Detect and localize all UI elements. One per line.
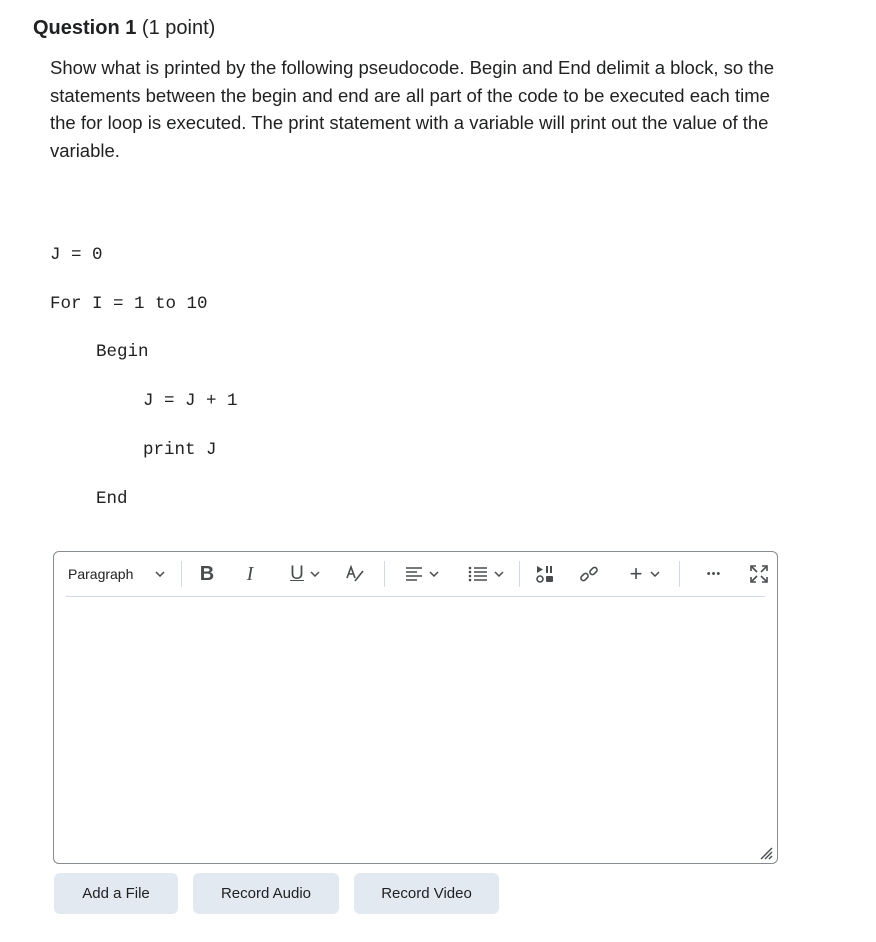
italic-button[interactable] [237,552,263,596]
chevron-down-icon [494,571,504,577]
underline-icon: U [290,563,304,584]
question-points: (1 point) [141,17,216,39]
bold-button[interactable] [194,552,220,596]
underline-button[interactable] [283,552,327,596]
code-line-3: Begin [96,342,149,362]
fullscreen-button[interactable] [746,552,772,596]
list-button[interactable] [464,552,508,596]
rich-text-editor [53,551,778,864]
insert-menu-button[interactable] [623,552,667,596]
insert-media-button[interactable] [532,552,558,596]
toolbar-divider [519,561,520,587]
block-format-label: Paragraph [68,566,134,582]
fullscreen-icon [749,564,769,584]
italic-icon: I [246,562,254,585]
chevron-down-icon [310,571,320,577]
toolbar-divider [679,561,680,587]
chevron-down-icon [155,571,165,577]
chevron-down-icon [650,571,660,577]
question-prompt: Show what is printed by the following pseudocode. Begin and End delimit a block, so the statements between the begin and end are all part of the code to be executed each time the for loop is executed. The print statement with a variable will print out the value of the variable. [50,57,775,161]
bold-icon: B [199,562,215,585]
insert-link-button[interactable] [576,552,602,596]
more-icon: ••• [706,568,722,580]
text-color-icon [345,565,365,583]
code-line-5: print J [143,440,217,460]
record-video-button[interactable]: Record Video [354,873,499,914]
align-icon [405,566,423,582]
more-actions-button[interactable] [701,552,727,596]
record-audio-button[interactable]: Record Audio [193,873,339,914]
insert-plus-icon: + [629,561,643,586]
editor-content-area[interactable] [54,597,777,863]
media-icon [535,564,555,584]
align-button[interactable] [400,552,444,596]
code-line-1: J = 0 [50,245,103,265]
question-title [33,14,215,42]
code-line-2: For I = 1 to 10 [50,294,208,314]
add-file-button[interactable]: Add a File [54,873,178,914]
question-number: Question 1 [33,17,137,39]
block-format-dropdown[interactable] [68,552,176,596]
editor-toolbar [66,552,765,597]
toolbar-divider [384,561,385,587]
text-color-button[interactable] [342,552,368,596]
resize-handle-icon[interactable] [759,846,773,860]
link-icon [579,564,599,584]
toolbar-divider [181,561,182,587]
chevron-down-icon [429,571,439,577]
list-icon [468,566,488,582]
code-line-6: End [96,489,128,509]
code-line-4: J = J + 1 [143,391,238,411]
